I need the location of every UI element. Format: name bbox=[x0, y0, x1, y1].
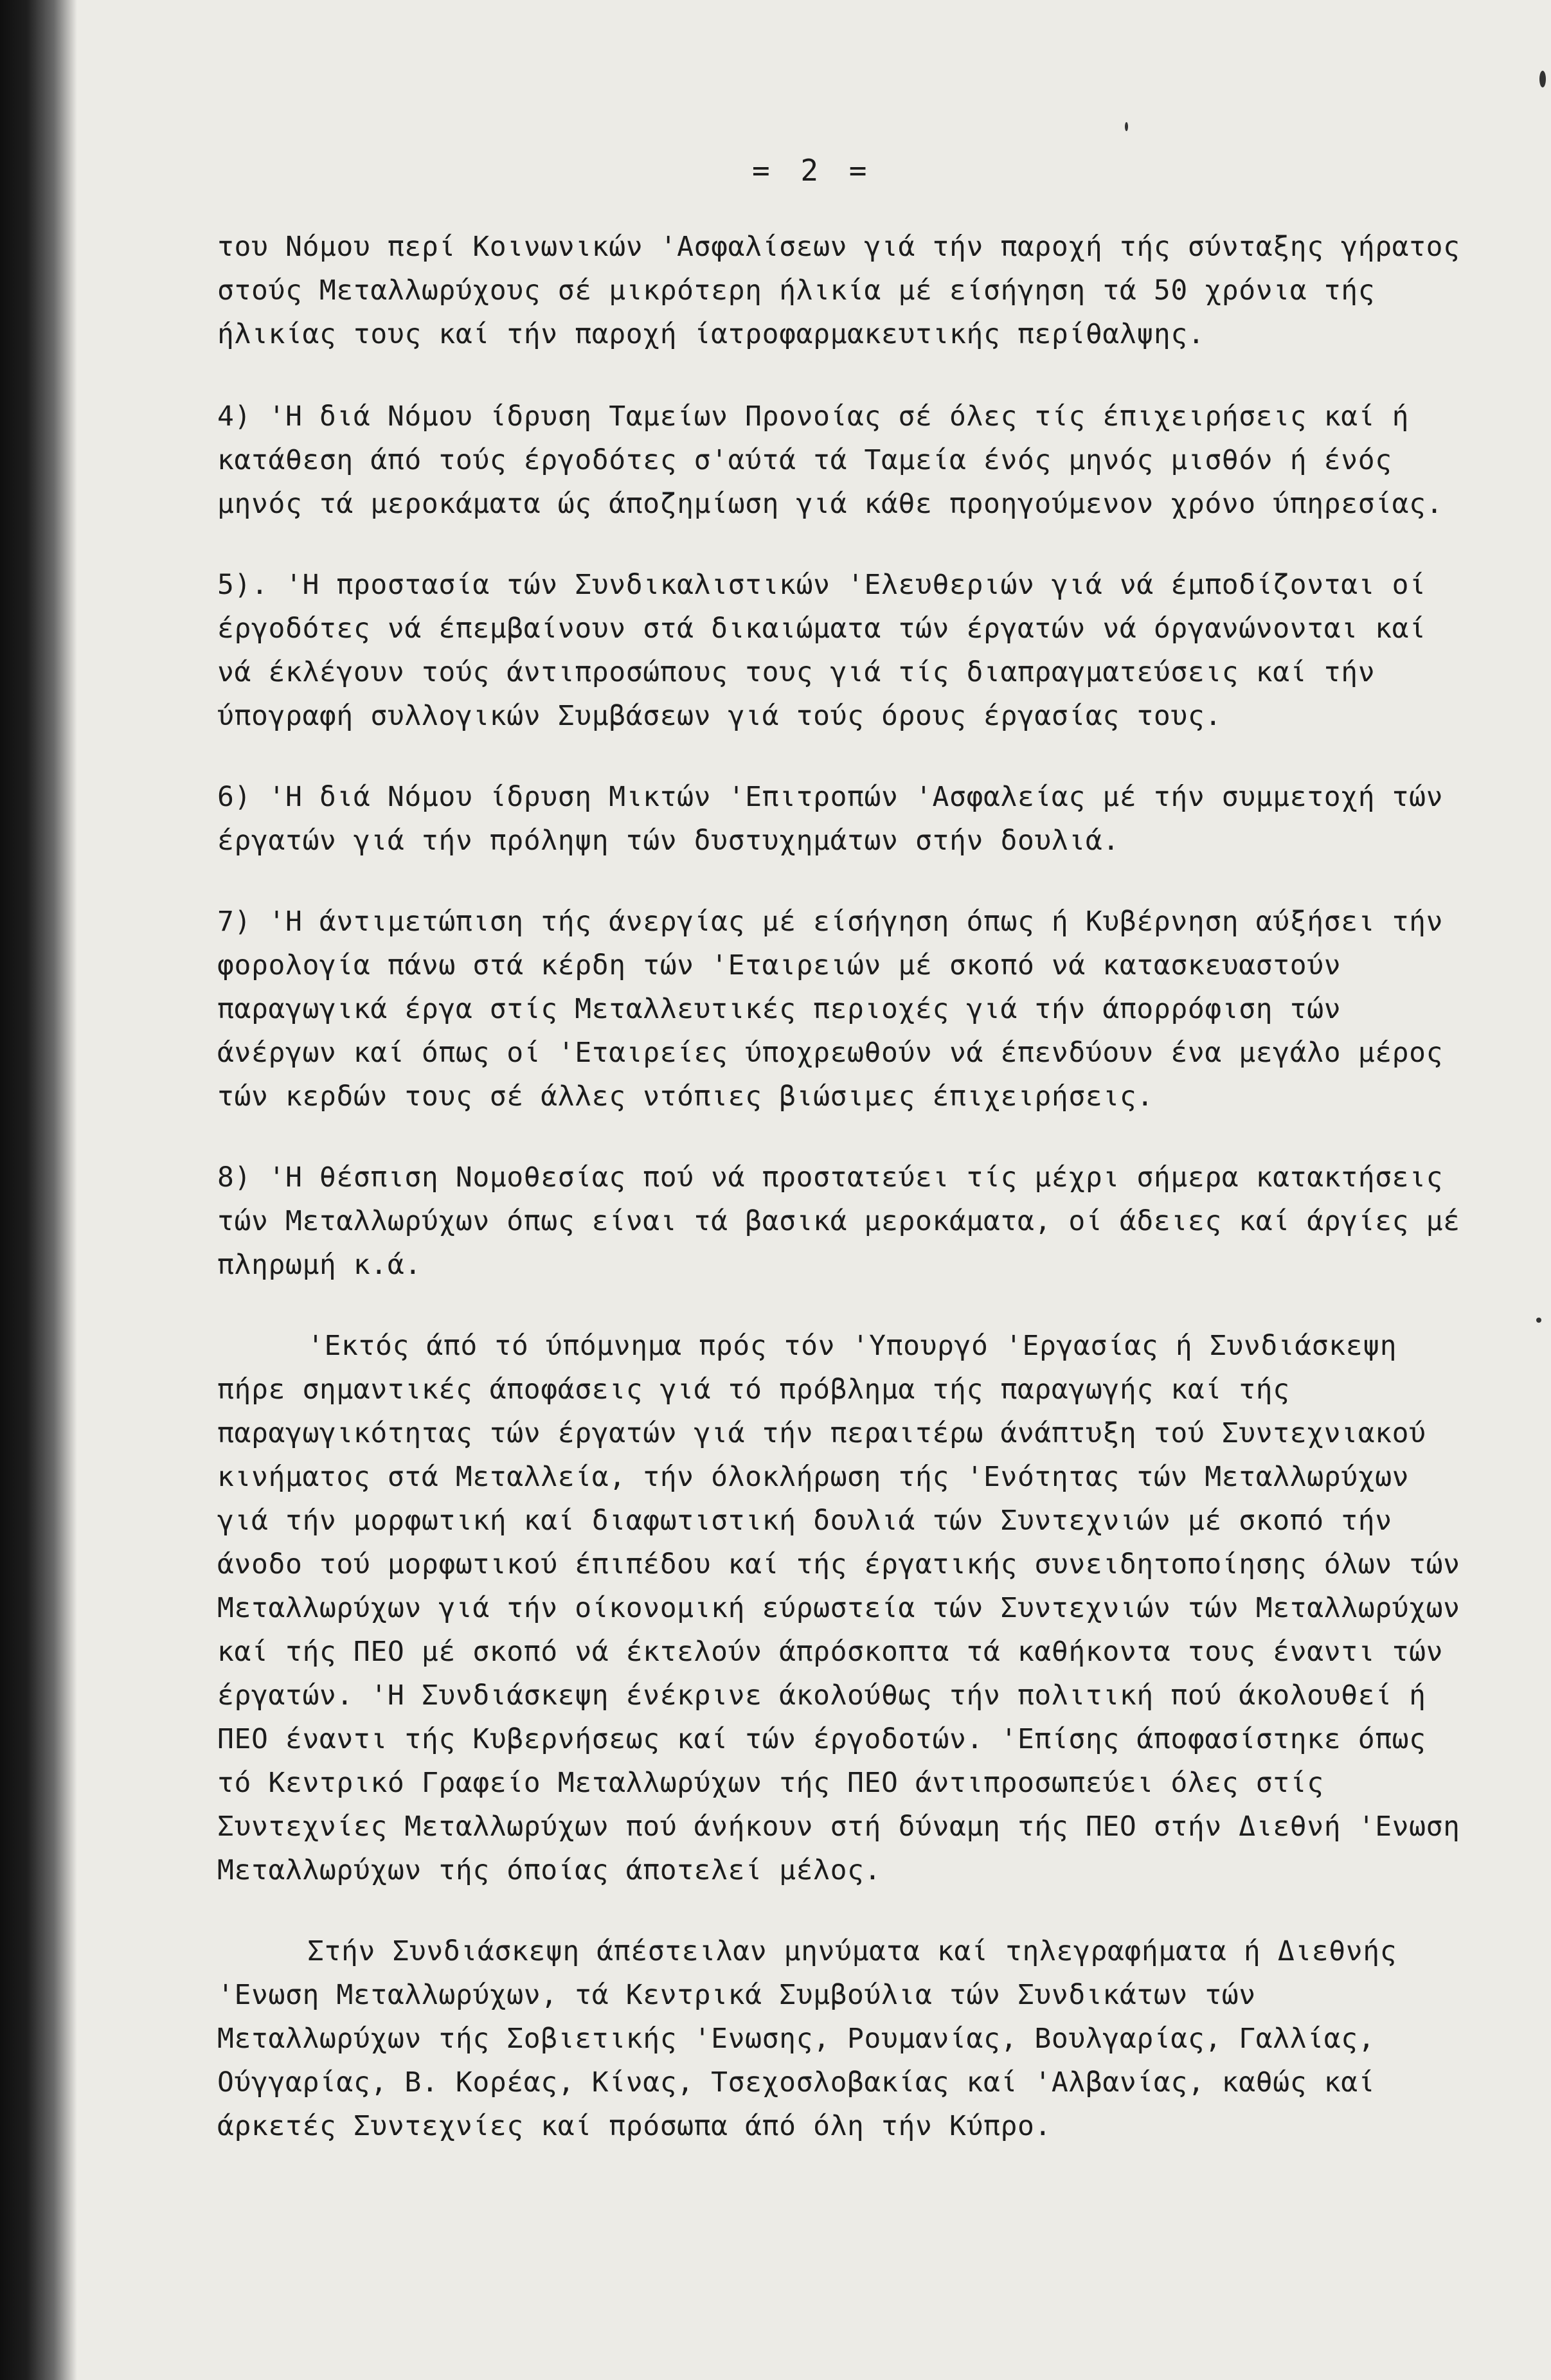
paragraph-messages: Στήν Συνδιάσκεψη άπέστειλαν μηνύματα καί τηλεγραφήματα ή Διεθνής 'Ενωση Μεταλλωρύχων, τά Κεντρικά Συμβούλια τών Συνδικάτων τών Μεταλλωρύχων τής Σοβιετικής 'Ενωσης, Ρουμανίας, Βουλγαρίας, Γαλλίας, Ούγγαρίας, Β. Κορέας, Κίνας, Τσεχοσλοβακίας καί 'Αλβανίας, καθώς καί άρκετές Συντεχνίες καί πρόσωπα άπό όλη τήν Κύπρο. bbox=[217, 1935, 1397, 2142]
paragraph-3-continued: του Νόμου περί Κοινωνικών 'Ασφαλίσεων γιά τήν παροχή τής σύνταξης γήρατος στούς Μεταλλωρύχους σέ μικρότερη ήλικία μέ είσήγηση τά 50 χρόνια τής ήλικίας τους καί τήν παροχή ίατροφαρμακευτικής περίθαλψης. bbox=[217, 231, 1460, 350]
paragraph-conference-decisions: 'Εκτός άπό τό ύπόμνημα πρός τόν 'Υπουργό 'Εργασίας ή Συνδιάσκεψη πήρε σημαντικές άποφάσεις γιά τό πρόβλημα τής παραγωγής καί τής παραγωγικότητας τών έργατών γιά τήν περαιτέρω άνάπτυξη τού Συντεχνιακού κινήματος στά Μεταλλεία, τήν όλοκλήρωση τής 'Ενότητας τών Μεταλλωρύχων γιά τήν μορφωτική καί διαφωτιστική δουλιά τών Συντεχνιών μέ σκοπό τήν άνοδο τού μορφωτικού έπιπέδου καί τής έργατικής συνειδητοποίησης όλων τών Μεταλλωρύχων γιά τήν οίκονομική εύρωστεία τών Συντεχνιών τών Μεταλλωρύχων καί τής ΠΕΟ μέ σκοπό νά έκτελούν άπρόσκοπτα τά καθήκοντα τους έναντι τών έργατών. 'Η Συνδιάσκεψη ένέκρινε άκολούθως τήν πολιτική πού άκολουθεί ή ΠΕΟ έναντι τής Κυβερνήσεως καί τών έργοδοτών. 'Επίσης άποφασίστηκε όπως τό Κεντρικό Γραφείο Μεταλλωρύχων τής ΠΕΟ άντιπροσωπεύει όλες στίς Συντεχνίες Μεταλλωρύχων πού άνήκουν στή δύναμη τής ΠΕΟ στήν Διεθνή 'Ενωση Μεταλλωρύχων τής όποίας άποτελεί μέλος. bbox=[217, 1330, 1460, 1886]
paragraph-6: 6) 'Η διά Νόμου ίδρυση Μικτών 'Επιτροπών 'Ασφαλείας μέ τήν συμμετοχή τών έργατών γιά τήν πρόληψη τών δυστυχημάτων στήν δουλιά. bbox=[217, 781, 1444, 857]
paragraph-7: 7) 'Η άντιμετώπιση τής άνεργίας μέ είσήγηση όπως ή Κυβέρνηση αύξήσει τήν φορολογία πάνω στά κέρδη τών 'Εταιρειών μέ σκοπό νά κατασκευαστούν παραγωγικά έργα στίς Μεταλλευτικές περιοχές γιά τήν άπορρόφιση τών άνέργων καί όπως οί 'Εταιρείες ύποχρεωθούν νά έπενδύουν ένα μεγάλο μέρος τών κερδών τους σέ άλλες ντόπιες βιώσιμες έπιχειρήσεις. bbox=[217, 906, 1444, 1113]
scan-speck bbox=[1536, 1318, 1541, 1323]
page-number: = 2 = bbox=[752, 153, 874, 188]
paragraph-8: 8) 'Η θέσπιση Νομοθεσίας πού νά προστατεύει τίς μέχρι σήμερα κατακτήσεις τών Μεταλλωρύχων όπως είναι τά βασικά μεροκάματα, οί άδειες καί άργίες μέ πληρωμή κ.ά. bbox=[217, 1161, 1460, 1281]
paragraph-4: 4) 'Η διά Νόμου ίδρυση Ταμείων Προνοίας σέ όλες τίς έπιχειρήσεις καί ή κατάθεση άπό τούς έργοδότες σ'αύτά τά Ταμεία ένός μηνός μισθόν ή ένός μηνός τά μεροκάματα ώς άποζημίωση γιά κάθε προηγούμενον χρόνο ύπηρεσίας. bbox=[217, 400, 1444, 520]
scan-speck bbox=[1125, 122, 1128, 131]
scan-speck bbox=[1539, 71, 1546, 87]
scan-binding-shadow bbox=[0, 0, 77, 2380]
document-body bbox=[217, 225, 1471, 2185]
paragraph-5: 5). 'Η προστασία τών Συνδικαλιστικών 'Ελευθεριών γιά νά έμποδίζονται οί έργοδότες νά έπεμβαίνουν στά δικαιώματα τών έργατών νά όργανώνονται καί νά έκλέγουν τούς άντιπροσώπους τους γιά τίς διαπραγματεύσεις καί τήν ύπογραφή συλλογικών Συμβάσεων γιά τούς όρους έργασίας τους. bbox=[217, 569, 1426, 732]
